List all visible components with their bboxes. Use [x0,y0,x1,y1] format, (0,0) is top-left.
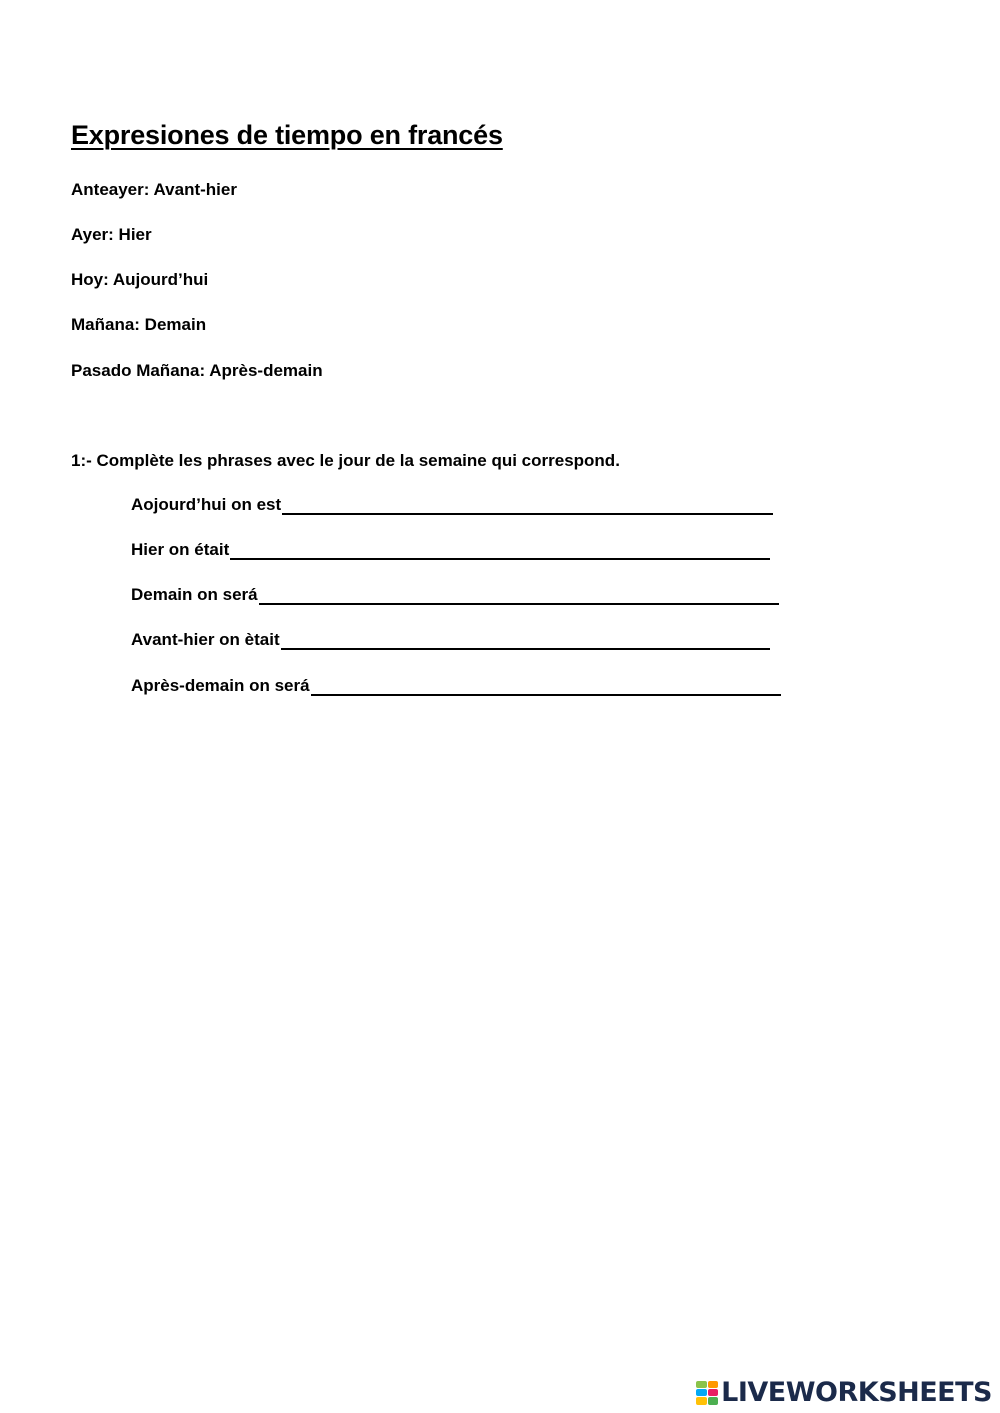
logo-cell [696,1397,707,1404]
logo-cell [696,1381,707,1388]
exercise-item-label: Hier on était [131,540,230,559]
exercise-item-3 [131,585,779,605]
exercise-item-label: Demain on será [131,585,258,604]
expression-pasado-manana: Pasado Mañana: Après-demain [71,361,323,380]
answer-blank[interactable] [259,589,779,605]
page-title: Expresiones de tiempo en francés [71,120,503,150]
exercise-item-4 [131,630,770,650]
exercise-item-5 [131,676,781,696]
logo-cell [708,1397,719,1404]
answer-blank[interactable] [282,499,773,515]
liveworksheets-logo-icon [696,1381,718,1405]
exercise-item-label: Après-demain on será [131,676,310,695]
answer-blank[interactable] [230,544,770,560]
exercise-item-label: Aojourd’hui on est [131,495,282,514]
answer-blank[interactable] [311,680,781,696]
exercise-item-1 [131,495,773,515]
logo-cell [696,1389,707,1396]
brand-text: LIVEWORKSHEETS [721,1377,992,1408]
logo-cell [708,1381,719,1388]
expression-hoy: Hoy: Aujourd’hui [71,270,209,289]
answer-blank[interactable] [281,634,770,650]
exercise-item-label: Avant-hier on ètait [131,630,280,649]
expression-manana: Mañana: Demain [71,315,207,334]
expression-ayer: Ayer: Hier [71,225,152,244]
expression-anteayer: Anteayer: Avant-hier [71,180,237,199]
logo-cell [708,1389,719,1396]
exercise-item-2 [131,540,770,560]
exercise-instruction: 1:- Complète les phrases avec le jour de la semaine qui correspond. [71,451,620,470]
liveworksheets-brand [696,1377,992,1408]
